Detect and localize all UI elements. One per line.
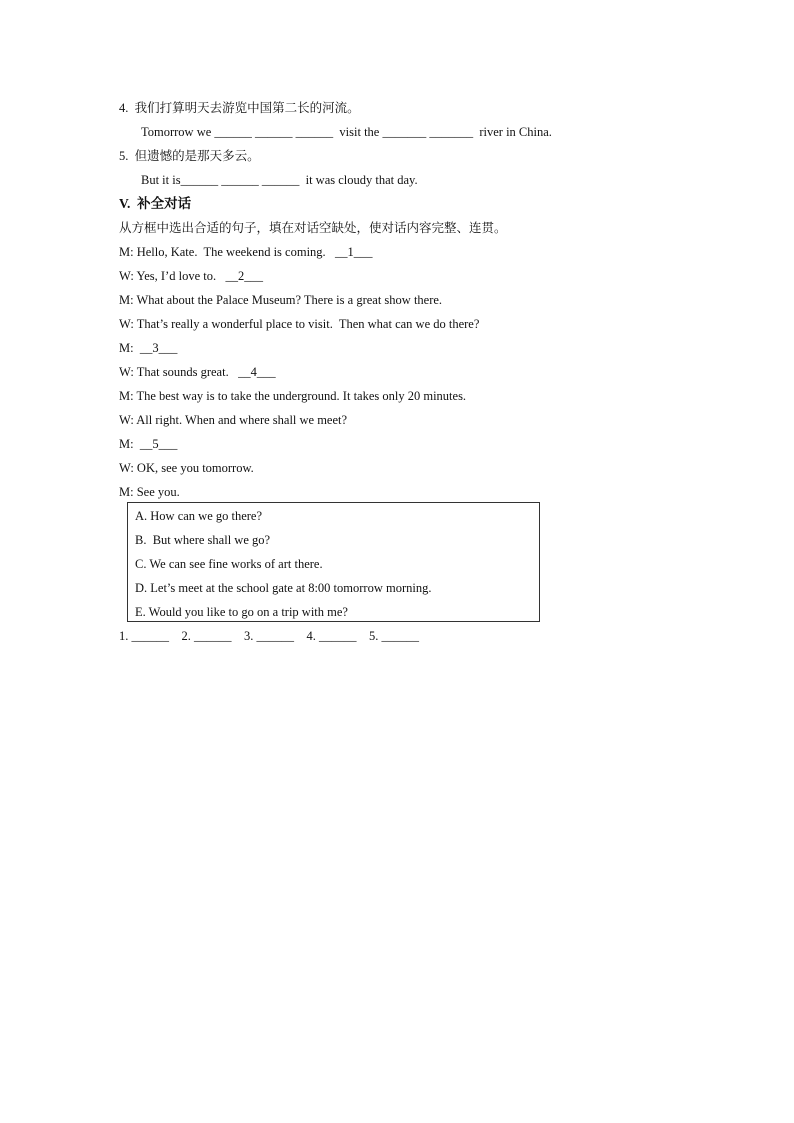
question-4-answer-line: Tomorrow we ______ ______ ______ visit the _______ _______ river in China. [141,125,552,139]
dialogue-line: W: All right. When and where shall we meet? [119,413,348,427]
question-5-prompt: 5. 但遗憾的是那天多云。 [119,149,260,163]
dialogue-line: M: __5___ [119,437,178,451]
question-4-prompt: 4. 我们打算明天去游览中国第二长的河流。 [119,101,360,115]
section-instruction: 从方框中选出合适的句子，填在对话空缺处，使对话内容完整、连贯。 [119,221,507,235]
dialogue-line: W: That’s really a wonderful place to visit. Then what can we do there? [119,317,480,331]
answer-blanks: 1. ______ 2. ______ 3. ______ 4. ______ 5. ______ [119,629,419,643]
dialogue-line: M: See you. [119,485,180,499]
option-b: B. But where shall we go? [135,533,271,547]
option-d: D. Let’s meet at the school gate at 8:00 tomorrow morning. [135,581,432,595]
dialogue-line: W: That sounds great. __4___ [119,365,276,379]
option-c: C. We can see fine works of art there. [135,557,323,571]
dialogue-line: W: Yes, I’d love to. __2___ [119,269,263,283]
dialogue-line: M: The best way is to take the underground. It takes only 20 minutes. [119,389,467,403]
dialogue-line: M: Hello, Kate. The weekend is coming. __1___ [119,245,373,259]
dialogue-line: M: What about the Palace Museum? There is a great show there. [119,293,443,307]
section-title: V. 补全对话 [119,196,192,211]
options-box [127,502,540,622]
option-e: E. Would you like to go on a trip with me? [135,605,348,619]
question-5-answer-line: But it is______ ______ ______ it was cloudy that day. [141,173,418,187]
dialogue-line: W: OK, see you tomorrow. [119,461,254,475]
dialogue-line: M: __3___ [119,341,178,355]
option-a: A. How can we go there? [135,509,263,523]
